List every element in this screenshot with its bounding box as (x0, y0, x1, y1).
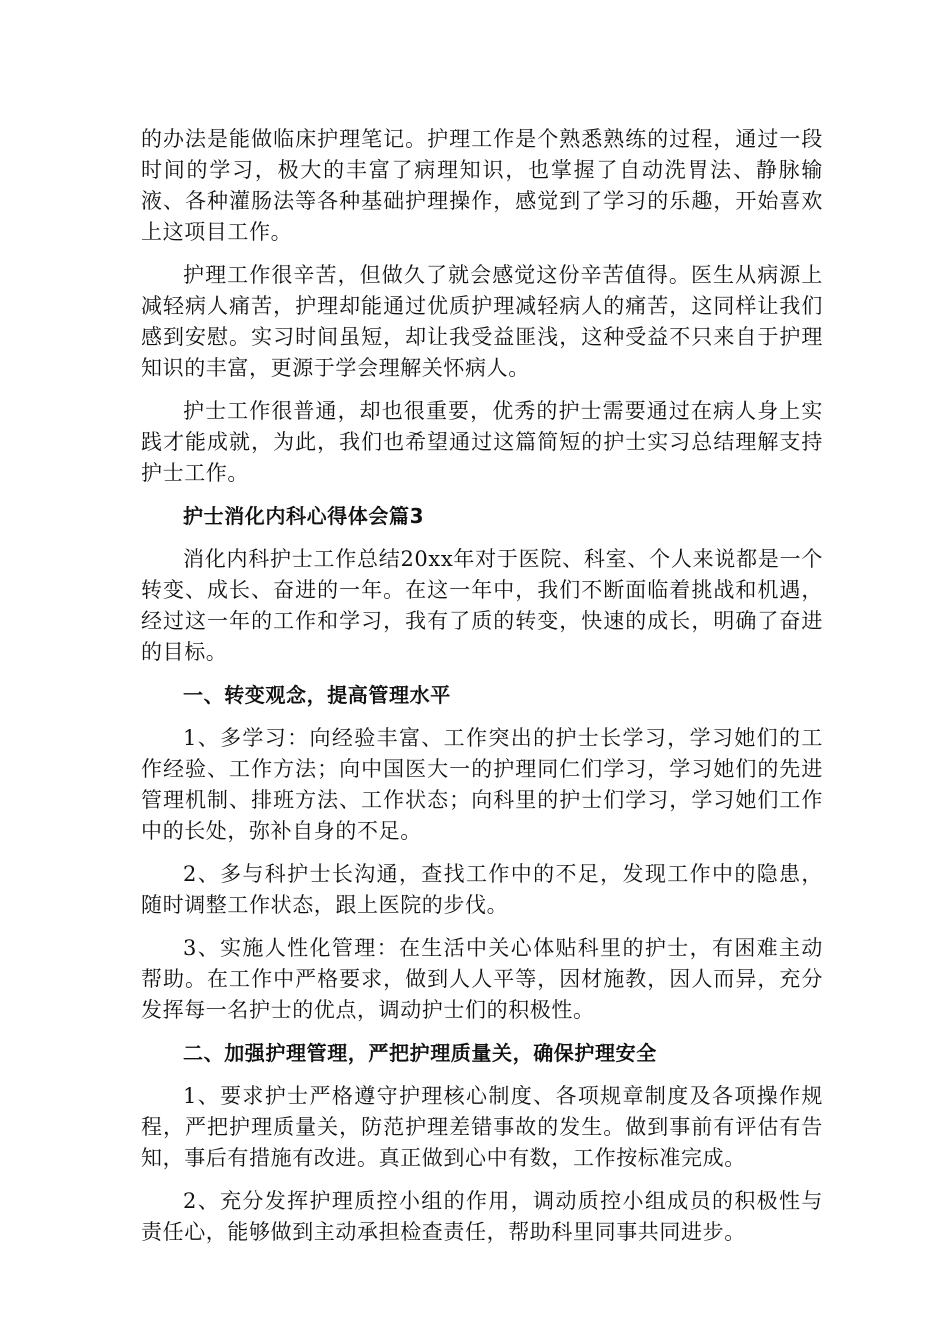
section-heading: 一、转变观念，提高管理水平 (183, 683, 451, 707)
paragraph: 护士工作很普通，却也很重要，优秀的护士需要通过在病人身上实践才能成就，为此，我们也希望通过这篇简短的护士实习总结理解支持护士工作。 (141, 399, 823, 485)
paragraph: 2、充分发挥护理质控小组的作用，调动质控小组成员的积极性与责任心，能够做到主动承担检查责任，帮助科里同事共同进步。 (141, 1189, 823, 1244)
section-heading: 护士消化内科心得体会篇3 (183, 504, 425, 528)
paragraph: 1、要求护士严格遵守护理核心制度、各项规章制度及各项操作规程，严把护理质量关，防范护理差错事故的发生。做到事前有评估有告知，事后有措施有改进。真正做到心中有数，工作按标准完成。 (141, 1084, 823, 1170)
paragraph: 的办法是能做临床护理笔记。护理工作是个熟悉熟练的过程，通过一段时间的学习，极大的丰富了病理知识，也掌握了自动洗胃法、静脉输液、各种灌肠法等各种基础护理操作，感觉到了学习的乐趣，开始喜欢上这项目工作。 (141, 127, 823, 244)
document-body (141, 124, 823, 1260)
paragraph: 3、实施人性化管理：在生活中关心体贴科里的护士，有困难主动帮助。在工作中严格要求，做到人人平等，因材施教，因人而异，充分发挥每一名护士的优点，调动护士们的积极性。 (141, 936, 823, 1022)
section-heading: 二、加强护理管理，严把护理质量关，确保护理安全 (183, 1041, 657, 1065)
paragraph: 2、多与科护士长沟通，查找工作中的不足，发现工作中的隐患，随时调整工作状态，跟上医院的步伐。 (141, 862, 823, 917)
paragraph: 护理工作很辛苦，但做久了就会感觉这份辛苦值得。医生从病源上减轻病人痛苦，护理却能通过优质护理减轻病人的痛苦，这同样让我们感到安慰。实习时间虽短，却让我受益匪浅，这种受益不只来自于护理知识的丰富，更源于学会理解关怀病人。 (141, 263, 823, 380)
paragraph: 1、多学习：向经验丰富、工作突出的护士长学习，学习她们的工作经验、工作方法；向中国医大一的护理同仁们学习，学习她们的先进管理机制、排班方法、工作状态；向科里的护士们学习，学习她们工作中的长处，弥补自身的不足。 (141, 726, 823, 843)
paragraph: 消化内科护士工作总结20xx年对于医院、科室、个人来说都是一个转变、成长、奋进的一年。在这一年中，我们不断面临着挑战和机遇，经过这一年的工作和学习，我有了质的转变，快速的成长，明确了奋进的目标。 (141, 547, 823, 664)
